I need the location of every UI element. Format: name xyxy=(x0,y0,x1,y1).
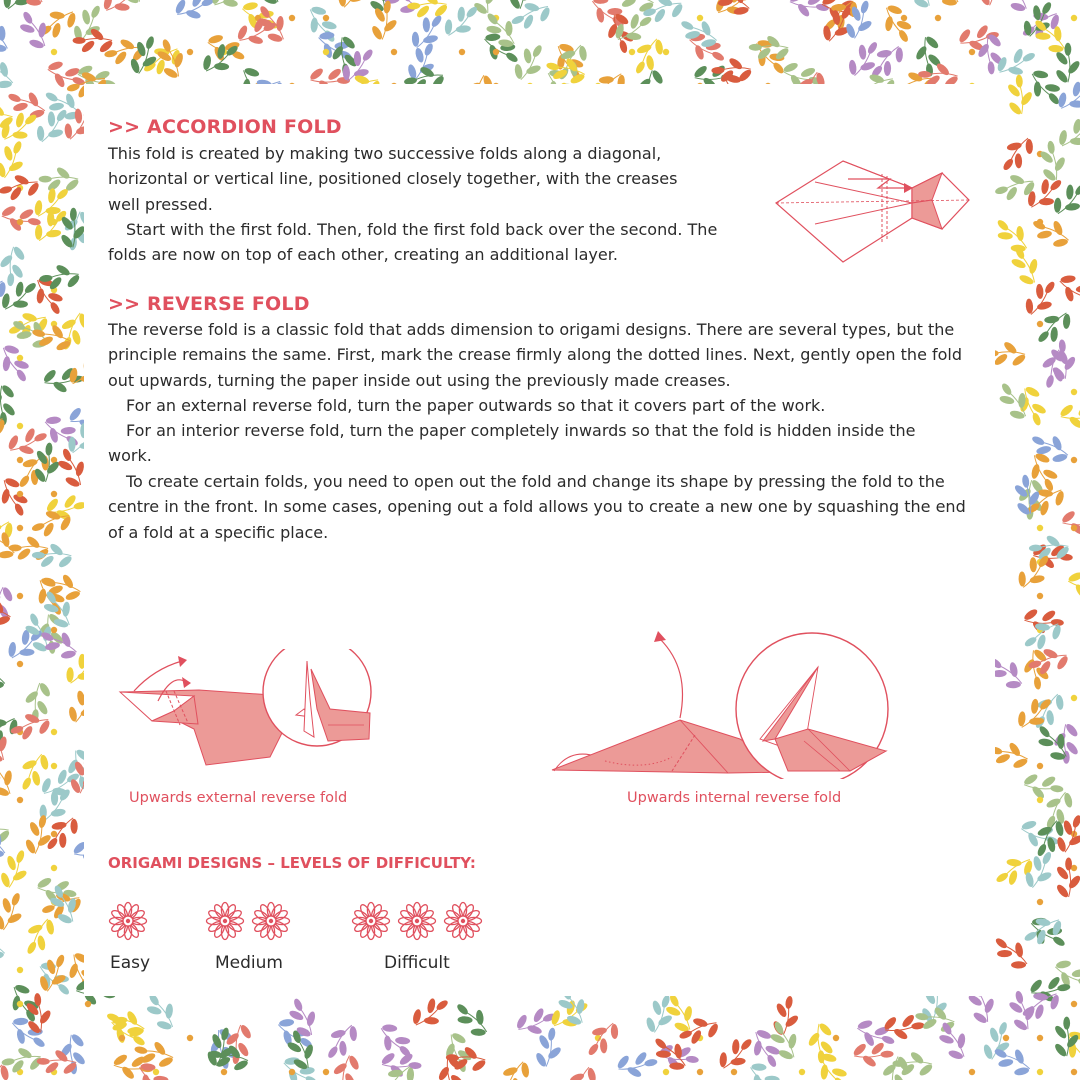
flower-icon xyxy=(110,903,147,940)
difficulty-flowers-row xyxy=(108,900,498,942)
accordion-fold-paragraph-2: Start with the first fold. Then, fold the first fold back over the second. The folds are now on top of each other, creating an additional layer. xyxy=(108,220,718,265)
reverse-fold-heading: >> REVERSE FOLD xyxy=(108,293,310,315)
level-easy-label: Easy xyxy=(110,953,151,973)
flower-icon xyxy=(353,903,390,940)
accordion-fold-heading: >> ACCORDION FOLD xyxy=(108,116,342,138)
difficulty-levels-title: ORIGAMI DESIGNS – LEVELS OF DIFFICULTY: xyxy=(108,854,476,872)
level-difficult-label: Difficult xyxy=(384,953,450,973)
flower-icon xyxy=(399,903,436,940)
internal-reverse-fold-diagram xyxy=(550,629,895,779)
flower-icon xyxy=(445,903,482,940)
level-medium-label: Medium xyxy=(215,953,283,973)
flower-icon xyxy=(207,903,244,940)
reverse-fold-paragraph-2: For an external reverse fold, turn the paper outwards so that it covers part of the work. xyxy=(126,396,826,415)
external-reverse-fold-caption: Upwards external reverse fold xyxy=(129,790,348,806)
flower-icon xyxy=(253,903,290,940)
content-page xyxy=(84,84,995,996)
external-reverse-fold-diagram xyxy=(114,649,374,774)
internal-reverse-fold-caption: Upwards internal reverse fold xyxy=(627,790,842,806)
reverse-fold-paragraph-3: For an interior reverse fold, turn the paper completely inwards so that the fold is hidden inside the work. xyxy=(108,421,916,466)
reverse-fold-paragraph-4: To create certain folds, you need to open out the fold and change its shape by pressing the fold to the centre in the front. In some cases, opening out a fold allows you to create a new one by squashing the end of a fold at a specific place. xyxy=(108,472,966,542)
reverse-fold-paragraph-1: The reverse fold is a classic fold that adds dimension to origami designs. There are several types, but the principle remains the same. First, mark the crease firmly along the dotted lines. Next, gently open the fold out upwards, turning the paper inside out using the previously made creases. xyxy=(108,320,963,390)
accordion-fold-diagram xyxy=(770,134,970,274)
accordion-fold-paragraph-1: This fold is created by making two successive folds along a diagonal, horizontal or vertical line, positioned closely together, with the creases well pressed. xyxy=(108,144,678,214)
